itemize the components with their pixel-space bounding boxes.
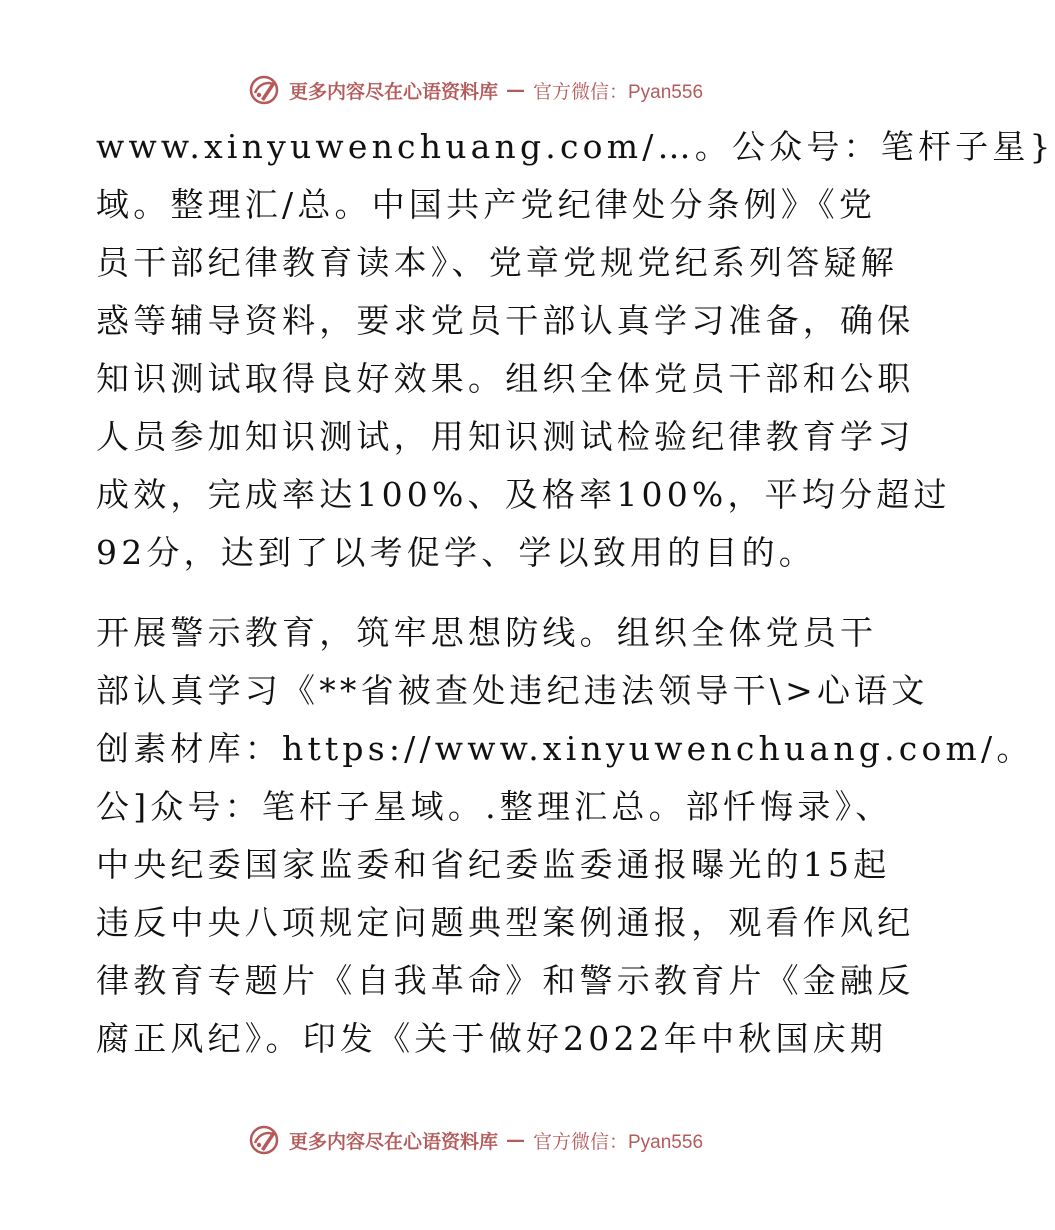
paragraph-1 — [96, 118, 1055, 582]
header-separator: — — [506, 79, 525, 101]
footer-wechat-text: 官方微信：Pyan556 — [533, 1131, 704, 1153]
text-line: 92分，达到了以考促学、学以致用的目的。 — [96, 533, 816, 572]
text-line: 部认真学习《**省被查处违纪违法领导干\>心语文 — [96, 671, 929, 710]
header-site-text: 更多内容尽在心语资料库 — [288, 80, 498, 103]
text-line: 创素材库：https://www.xinyuwenchuang.com/。 — [96, 729, 1034, 768]
footer-site-text: 更多内容尽在心语资料库 — [288, 1130, 498, 1153]
text-line: 律教育专题片《自我革命》和警示教育片《金融反 — [96, 961, 915, 1000]
text-line: 中央纪委国家监委和省纪委监委通报曝光的15起 — [96, 845, 891, 884]
footer-separator: — — [506, 1129, 525, 1151]
text-line: 惑等辅导资料，要求党员干部认真学习准备，确保 — [96, 301, 915, 340]
header-wechat-text: 官方微信：Pyan556 — [533, 81, 704, 103]
text-line: 违反中央八项规定问题典型案例通报，观看作风纪 — [96, 903, 915, 942]
text-line: 人员参加知识测试，用知识测试检验纪律教育学习 — [96, 417, 915, 456]
paragraph-2 — [96, 604, 1034, 1068]
text-line: 公]众号：笔杆子星域。.整理汇总。部忏悔录》、 — [96, 787, 893, 826]
footer-watermark-banner — [0, 1118, 950, 1162]
text-line: 腐正风纪》。印发《关于做好2022年中秋国庆期 — [96, 1019, 888, 1058]
text-line: 知识测试取得良好效果。组织全体党员干部和公职 — [96, 359, 915, 398]
header-watermark-banner — [0, 68, 950, 112]
text-line: 域。整理汇/总。中国共产党纪律处分条例》《党 — [96, 185, 877, 224]
text-line: 开展警示教育，筑牢思想防线。组织全体党员干 — [96, 613, 878, 652]
text-line: www.xinyuwenchuang.com/…。公众号：笔杆子星} — [96, 127, 1055, 166]
xinyu-logo-icon — [247, 73, 281, 107]
xinyu-logo-icon — [247, 1123, 281, 1157]
text-line: 成效，完成率达100%、及格率100%，平均分超过 — [96, 475, 951, 514]
text-line: 员干部纪律教育读本》、党章党规党纪系列答疑解 — [96, 243, 898, 282]
